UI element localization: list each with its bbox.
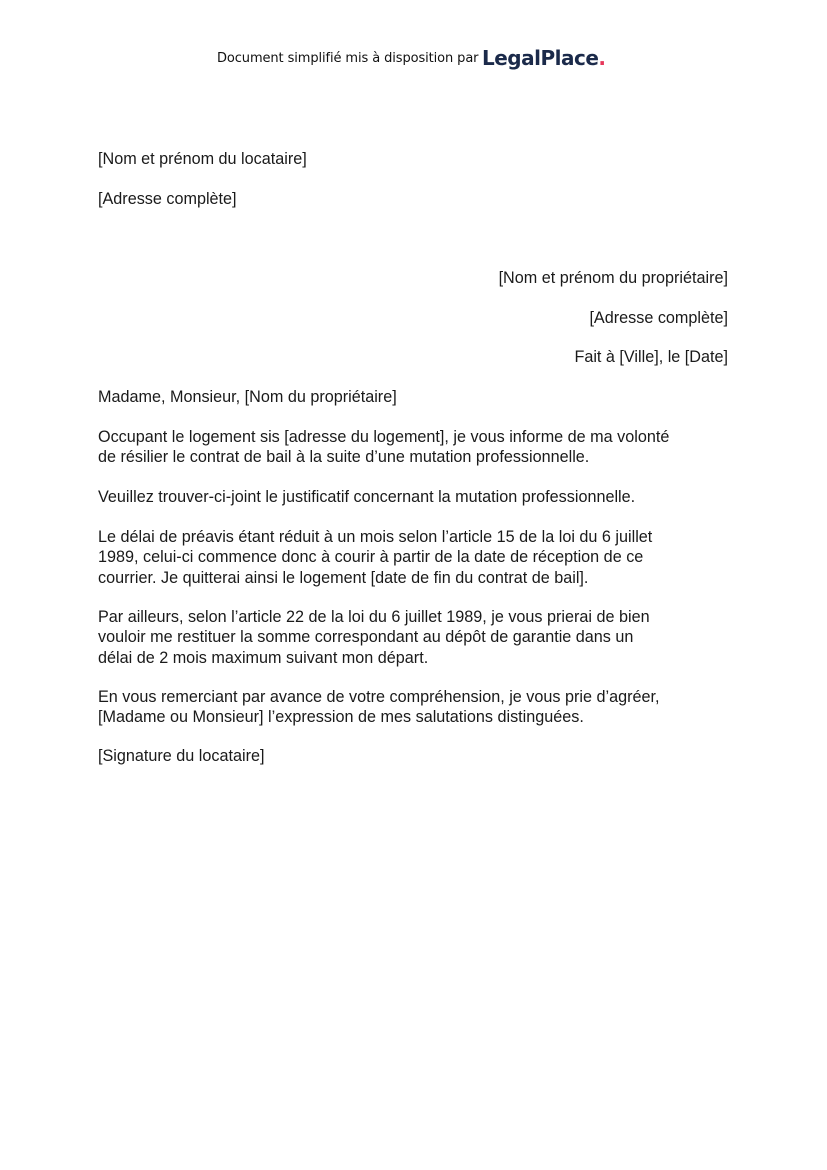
paragraph-line: Par ailleurs, selon l’article 22 de la loi du 6 juillet 1989, je vous prierai de bien	[98, 608, 650, 626]
place-date: Fait à [Ville], le [Date]	[574, 348, 728, 366]
salutation: Madame, Monsieur, [Nom du propriétaire]	[98, 388, 397, 406]
paragraph-line: En vous remerciant par avance de votre compréhension, je vous prie d’agréer,	[98, 688, 660, 706]
paragraph-line: Le délai de préavis étant réduit à un mois selon l’article 15 de la loi du 6 juillet	[98, 528, 653, 546]
paragraph-notice-period	[98, 527, 738, 588]
logo-dot: .	[598, 46, 606, 70]
paragraph-line: délai de 2 mois maximum suivant mon départ.	[98, 648, 429, 667]
paragraph-notice	[98, 427, 738, 468]
paragraph-line: [Madame ou Monsieur] l’expression de mes salutations distinguées.	[98, 708, 584, 727]
paragraph-attachment	[98, 487, 738, 507]
signature: [Signature du locataire]	[98, 747, 265, 765]
recipient-name: [Nom et prénom du propriétaire]	[498, 269, 728, 287]
paragraph-line: Occupant le logement sis [adresse du logement], je vous informe de ma volonté	[98, 428, 670, 446]
paragraph-line: de résilier le contrat de bail à la suite d’une mutation professionnelle.	[98, 448, 590, 467]
header-text: Document simplifié mis à disposition par	[217, 51, 479, 66]
document-header	[0, 46, 827, 74]
logo-name: LegalPlace	[482, 46, 599, 70]
paragraph-closing	[98, 687, 738, 728]
paragraph-deposit	[98, 607, 738, 668]
sender-name: [Nom et prénom du locataire]	[98, 150, 307, 168]
paragraph-line: courrier. Je quitterai ainsi le logement [date de fin du contrat de bail].	[98, 568, 589, 587]
recipient-address: [Adresse complète]	[589, 309, 728, 327]
paragraph-line: vouloir me restituer la somme correspondant au dépôt de garantie dans un	[98, 628, 634, 647]
legalplace-logo	[482, 46, 606, 70]
paragraph-line: 1989, celui-ci commence donc à courir à partir de la date de réception de ce	[98, 548, 644, 567]
paragraph-line: Veuillez trouver-ci-joint le justificatif concernant la mutation professionnelle.	[98, 488, 636, 506]
sender-address: [Adresse complète]	[98, 190, 237, 208]
